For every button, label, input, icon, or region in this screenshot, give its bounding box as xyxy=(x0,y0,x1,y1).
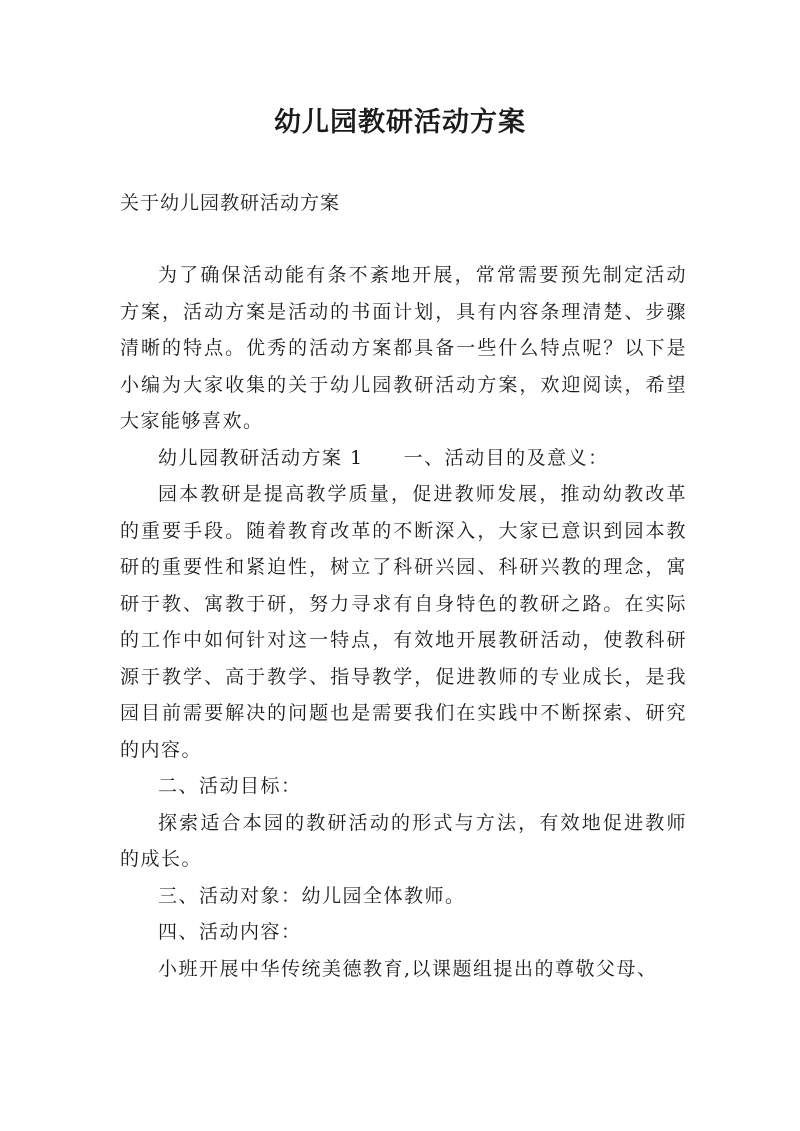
plan-heading-line xyxy=(120,440,687,477)
section2-heading: 二、活动目标： xyxy=(158,775,302,797)
section3-heading: 三、活动对象：幼儿园全体教师。 xyxy=(158,884,466,907)
section4-heading: 四、活动内容： xyxy=(158,921,302,943)
section1-paragraph: 园本教研是提高教学质量，促进教师发展，推动幼教改革的重要手段。随着教育改革的不断深入，大家已意识到园本教研的重要性和紧迫性，树立了科研兴园、科研兴教的理念，寓研于教、寓教于研，努力寻求有自身特色的教研之路。在实际的工作中如何针对这一特点，有效地开展教研活动，使教科研源于教学、高于教学、指导教学，促进教师的专业成长，是我园目前需要解决的问题也是需要我们在实践中不断探索、研究的内容。 xyxy=(120,483,687,761)
document-title: 幼儿园教研活动方案 xyxy=(274,107,526,138)
plan-heading: 幼儿园教研活动方案 1 xyxy=(158,446,364,469)
document-subtitle: 关于幼儿园教研活动方案 xyxy=(120,192,341,214)
document-body xyxy=(120,257,687,987)
section1-heading: 一、活动目的及意义： xyxy=(403,446,609,469)
section4-paragraph: 小班开展中华传统美德教育,以课题组提出的尊敬父母、 xyxy=(158,957,658,980)
intro-paragraph: 为了确保活动能有条不紊地开展，常常需要预先制定活动方案，活动方案是活动的书面计划，具有内容条理清楚、步骤清晰的特点。优秀的活动方案都具备一些什么特点呢？以下是小编为大家收集的关于幼儿园教研活动方案，欢迎阅读，希望大家能够喜欢。 xyxy=(120,264,687,432)
section2-paragraph: 探索适合本园的教研活动的形式与方法，有效地促进教师的成长。 xyxy=(120,811,687,870)
